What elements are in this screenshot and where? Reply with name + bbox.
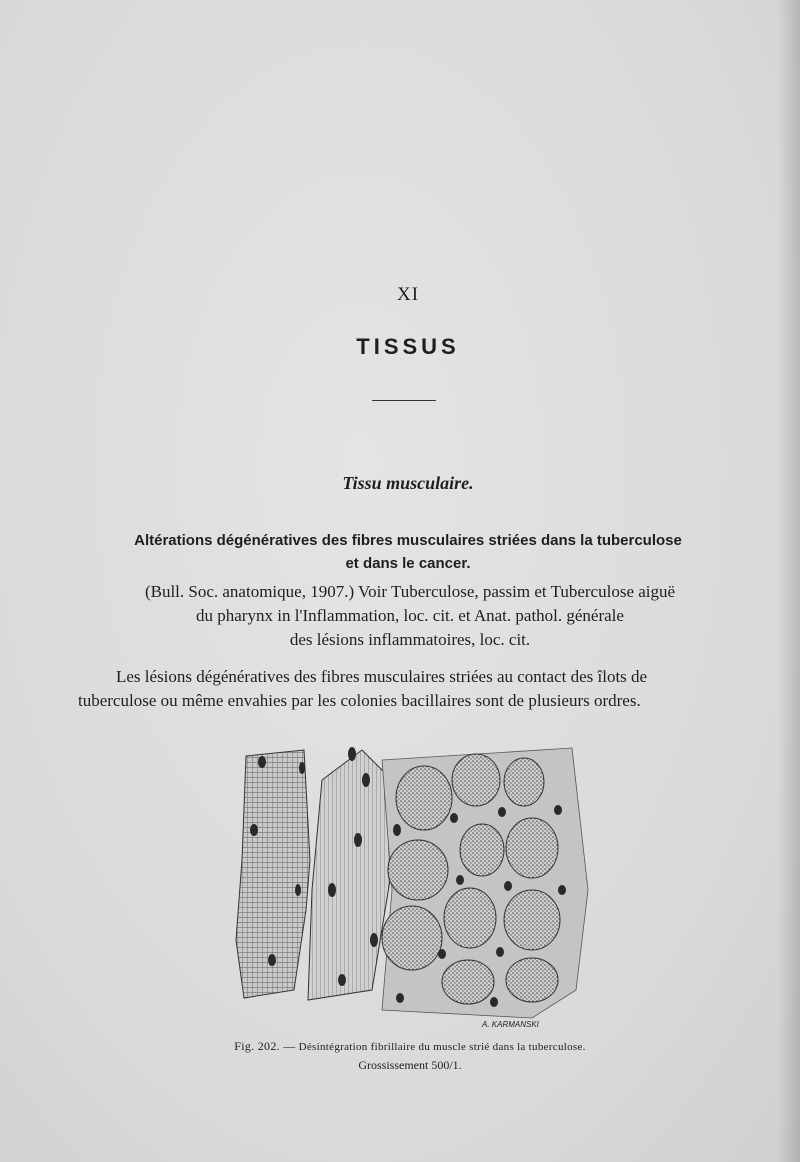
chapter-title: TISSUS	[356, 334, 460, 359]
body-line-1: Les lésions dégénératives des fibres musculaires striées au contact des îlots de	[116, 667, 648, 686]
body-paragraph	[78, 665, 744, 713]
histology-figure	[232, 740, 592, 1030]
figure-caption	[130, 1037, 690, 1074]
reference-line-1: (Bull. Soc. anatomique, 1907.) Voir Tuberculose, passim et Tuberculose aiguë	[144, 582, 676, 601]
page-edge-shadow	[778, 0, 800, 1162]
subheading-line-1: Altérations dégénératives des fibres musculaires striées dans la tuberculose	[134, 532, 682, 549]
fibrillar-fiber	[308, 750, 392, 1000]
chapter-number: XI	[396, 284, 420, 305]
subheading-line-2: et dans le cancer.	[345, 555, 471, 572]
caption-text: Désintégration fibrillaire du muscle strié dans la tuberculose.	[298, 1041, 586, 1053]
magnification-note: Grossissement 500/1.	[358, 1058, 462, 1072]
artist-signature: A. KARMANSKI	[482, 1020, 539, 1029]
reference-line-2: du pharynx in l'Inflammation, loc. cit. et Anat. pathol. générale	[196, 606, 624, 625]
reference-block	[80, 580, 740, 652]
section-title: Tissu musculaire.	[342, 473, 474, 493]
body-line-2: tuberculose ou même envahies par les colonies bacillaires sont de plusieurs ordres.	[78, 691, 641, 710]
reference-line-3: des lésions inflammatoires, loc. cit.	[289, 630, 531, 649]
figure-label: Fig. 202. —	[234, 1039, 296, 1053]
title-divider	[372, 400, 436, 401]
muscle-tissue-illustration	[232, 740, 592, 1030]
caption-line	[130, 1037, 690, 1056]
subheading	[100, 529, 716, 575]
